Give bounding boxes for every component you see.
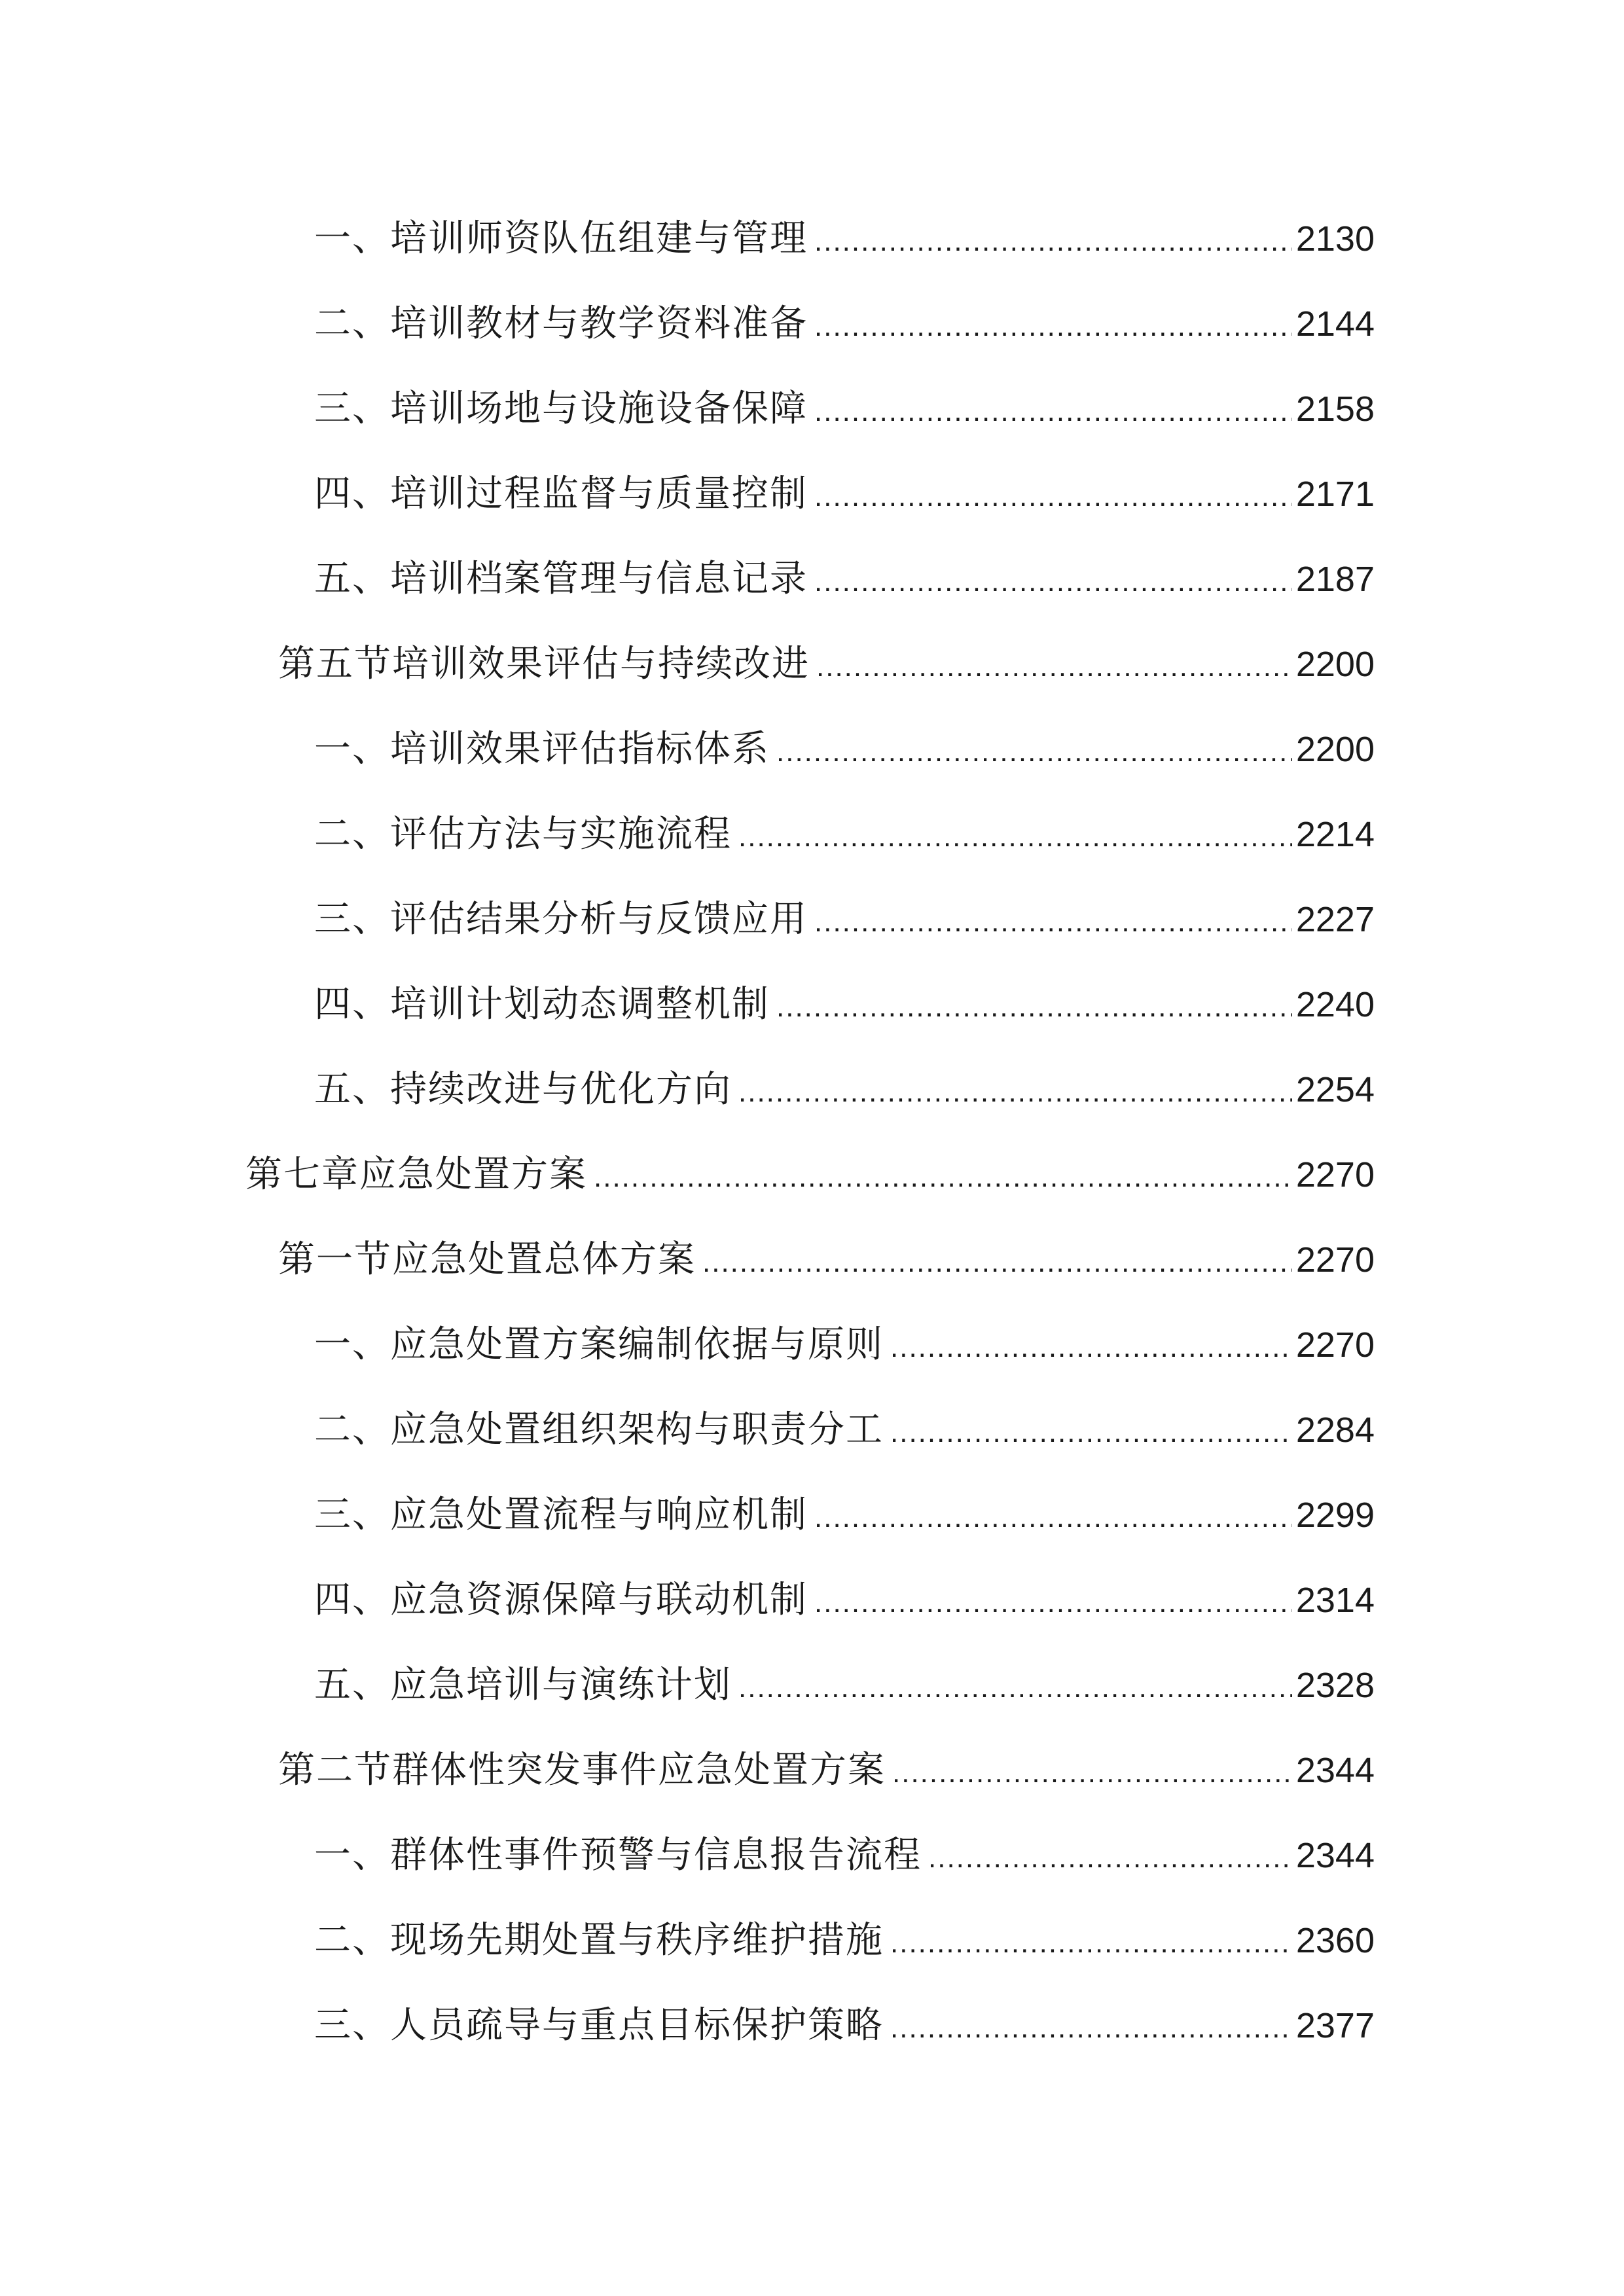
toc-dot-leader xyxy=(594,1148,1292,1207)
toc-entry-page: 2299 xyxy=(1295,1496,1375,1535)
toc-dot-leader xyxy=(738,1063,1292,1122)
toc-entry-title: 五、持续改进与优化方向 xyxy=(314,1068,732,1111)
toc-entry[interactable] xyxy=(314,465,1375,524)
toc-entry[interactable] xyxy=(278,1230,1375,1289)
toc-entry-page: 2227 xyxy=(1295,900,1375,939)
toc-dot-leader xyxy=(890,1914,1292,1973)
toc-entry[interactable] xyxy=(314,295,1375,353)
toc-entry-title: 二、评估方法与实施流程 xyxy=(314,813,732,855)
toc-entry[interactable] xyxy=(314,550,1375,609)
toc-dot-leader xyxy=(738,808,1292,867)
toc-entry[interactable] xyxy=(314,1826,1375,1885)
toc-entry-page: 2377 xyxy=(1295,2006,1375,2045)
toc-entry[interactable] xyxy=(314,975,1375,1034)
toc-dot-leader xyxy=(890,1318,1292,1377)
toc-entry[interactable] xyxy=(245,1145,1375,1204)
toc-entry-page: 2270 xyxy=(1295,1240,1375,1280)
toc-entry[interactable] xyxy=(314,1401,1375,1460)
toc-dot-leader xyxy=(816,637,1292,696)
toc-entry-page: 2344 xyxy=(1295,1836,1375,1875)
toc-entry[interactable] xyxy=(314,1911,1375,1970)
toc-dot-leader xyxy=(776,723,1292,781)
toc-entry-page: 2200 xyxy=(1295,645,1375,684)
toc-dot-leader xyxy=(814,382,1292,441)
toc-entry-title: 三、人员疏导与重点目标保护策略 xyxy=(314,2004,884,2047)
toc-entry-page: 2254 xyxy=(1295,1070,1375,1109)
toc-entry[interactable] xyxy=(278,635,1375,694)
toc-entry-title: 第一节应急处置总体方案 xyxy=(278,1238,696,1281)
toc-entry[interactable] xyxy=(314,1316,1375,1374)
toc-entry[interactable] xyxy=(314,720,1375,779)
toc-entry-title: 一、群体性事件预警与信息报告流程 xyxy=(314,1834,922,1876)
toc-dot-leader xyxy=(814,552,1292,611)
toc-entry-page: 2158 xyxy=(1295,389,1375,429)
toc-entry[interactable] xyxy=(314,209,1375,268)
toc-entry-page: 2328 xyxy=(1295,1666,1375,1705)
toc-dot-leader xyxy=(738,1659,1292,1717)
toc-entry[interactable] xyxy=(314,805,1375,864)
toc-entry-title: 一、培训效果评估指标体系 xyxy=(314,728,770,770)
toc-entry-title: 三、评估结果分析与反馈应用 xyxy=(314,898,808,941)
toc-dot-leader xyxy=(890,1403,1292,1462)
toc-entry-title: 第二节群体性突发事件应急处置方案 xyxy=(278,1749,886,1791)
toc-entry-page: 2200 xyxy=(1295,730,1375,769)
toc-entry-title: 二、培训教材与教学资料准备 xyxy=(314,302,808,345)
toc-entry[interactable] xyxy=(314,1060,1375,1119)
toc-entry-title: 四、培训计划动态调整机制 xyxy=(314,983,770,1026)
toc-dot-leader xyxy=(702,1233,1292,1292)
toc-dot-leader xyxy=(814,893,1292,952)
toc-entry-title: 二、应急处置组织架构与职责分工 xyxy=(314,1408,884,1451)
toc-entry-page: 2240 xyxy=(1295,985,1375,1024)
toc-entry[interactable] xyxy=(314,1656,1375,1715)
toc-entry[interactable] xyxy=(314,1996,1375,2055)
toc-entry-page: 2214 xyxy=(1295,815,1375,854)
toc-dot-leader xyxy=(814,212,1292,271)
toc-dot-leader xyxy=(928,1829,1292,1888)
toc-entry-title: 三、培训场地与设施设备保障 xyxy=(314,387,808,430)
toc-entry[interactable] xyxy=(278,1741,1375,1800)
toc-dot-leader xyxy=(890,1999,1292,2058)
toc-entry-title: 四、应急资源保障与联动机制 xyxy=(314,1579,808,1621)
toc-dot-leader xyxy=(814,467,1292,526)
toc-entry-page: 2360 xyxy=(1295,1921,1375,1960)
toc-entry-title: 二、现场先期处置与秩序维护措施 xyxy=(314,1919,884,1962)
toc-entry-title: 一、培训师资队伍组建与管理 xyxy=(314,217,808,260)
toc-dot-leader xyxy=(814,297,1292,356)
toc-entry[interactable] xyxy=(314,1571,1375,1630)
toc-entry-title: 五、培训档案管理与信息记录 xyxy=(314,558,808,600)
toc-entry-page: 2144 xyxy=(1295,304,1375,344)
toc-entry-title: 三、应急处置流程与响应机制 xyxy=(314,1494,808,1536)
toc-entry-title: 第五节培训效果评估与持续改进 xyxy=(278,643,810,685)
toc-entry-title: 一、应急处置方案编制依据与原则 xyxy=(314,1323,884,1366)
toc-entry[interactable] xyxy=(314,380,1375,439)
toc-dot-leader xyxy=(814,1488,1292,1547)
toc-entry-page: 2314 xyxy=(1295,1581,1375,1620)
toc-entry[interactable] xyxy=(314,1486,1375,1545)
toc-entry-page: 2284 xyxy=(1295,1410,1375,1450)
toc-dot-leader xyxy=(892,1744,1292,1803)
toc-entry-page: 2270 xyxy=(1295,1155,1375,1194)
toc-entry-page: 2171 xyxy=(1295,475,1375,514)
toc-entry-page: 2270 xyxy=(1295,1325,1375,1365)
toc-entry-page: 2130 xyxy=(1295,219,1375,259)
toc-entry-page: 2344 xyxy=(1295,1751,1375,1790)
toc-dot-leader xyxy=(776,978,1292,1037)
toc-entry-title: 第七章应急处置方案 xyxy=(245,1153,587,1196)
toc-entry-title: 五、应急培训与演练计划 xyxy=(314,1664,732,1706)
toc-entry[interactable] xyxy=(314,890,1375,949)
toc-entry-page: 2187 xyxy=(1295,560,1375,599)
toc-entry-title: 四、培训过程监督与质量控制 xyxy=(314,473,808,515)
toc-dot-leader xyxy=(814,1573,1292,1632)
